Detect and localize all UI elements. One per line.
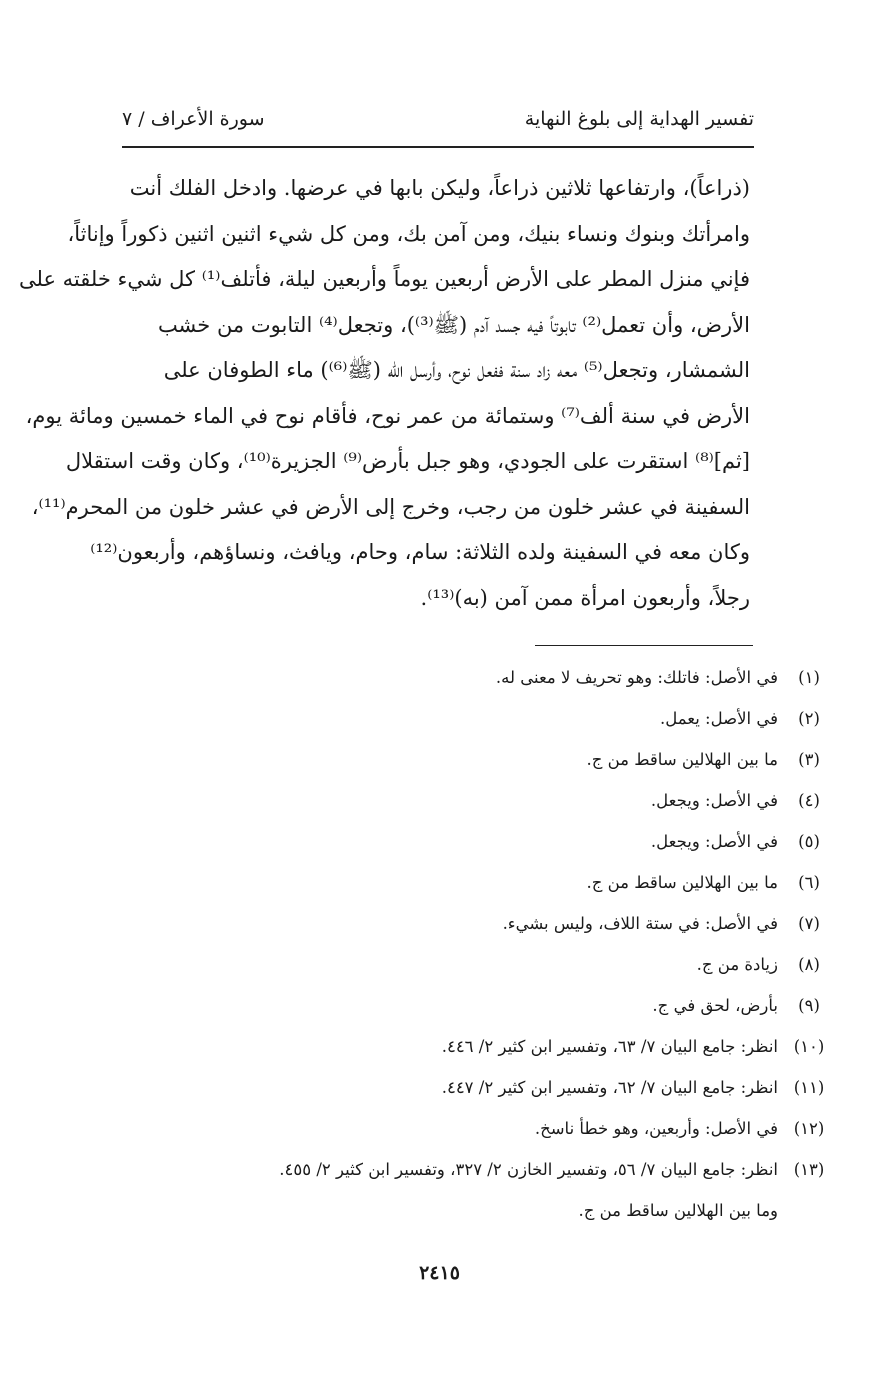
footnote-text: انظر: جامع البيان ٧/ ٦٣، وتفسير ابن كثير ٢/ ٤٤٦. bbox=[441, 1037, 778, 1056]
footnote bbox=[150, 1078, 840, 1119]
text-line: [ثم]⁽⁸⁾ استقرت على الجودي، وهو جبل بأرض⁽⁹⁾ الجزيرة⁽¹⁰⁾، وكان وقت استقلال bbox=[65, 449, 750, 473]
footnote-number: (١) bbox=[798, 668, 820, 687]
footnote-number: (١٣) bbox=[793, 1160, 825, 1179]
footnote-number: (٤) bbox=[798, 791, 820, 810]
footnote bbox=[150, 873, 840, 914]
footnote-text: في الأصل: ويجعل. bbox=[650, 791, 778, 810]
footnote bbox=[150, 1160, 840, 1201]
footnote-number: (٦) bbox=[798, 873, 820, 892]
footnote bbox=[150, 914, 840, 955]
footnote-text: في الأصل: في ستة اللاف، وليس بشيء. bbox=[502, 914, 778, 933]
text-line: فإني منزل المطر على الأرض أربعين يوماً وأربعين ليلة، فأتلف⁽¹⁾ كل شيء خلقته على bbox=[19, 267, 750, 291]
footnote-number: (٥) bbox=[798, 832, 820, 851]
footnote-number: (٩) bbox=[798, 996, 820, 1015]
footnote-divider bbox=[535, 645, 753, 646]
footnote-continuation bbox=[150, 1201, 840, 1242]
text-line: الأرض، وأن تعمل⁽²⁾ تابوتاً فيه جسد آدم (ﷺ⁽³⁾)، وتجعل⁽⁴⁾ التابوت من خشب bbox=[157, 312, 750, 337]
footnote-text: في الأصل: يعمل. bbox=[659, 709, 778, 728]
footnote bbox=[150, 955, 840, 996]
main-text bbox=[19, 166, 750, 621]
footnotes bbox=[150, 668, 840, 1242]
text-line: وامرأتك وبنوك ونساء بنيك، ومن آمن بك، ومن كل شيء اثنين اثنين ذكوراً وإناثاً، bbox=[67, 221, 750, 246]
text-line: السفينة في عشر خلون من رجب، وخرج إلى الأرض في عشر خلون من المحرم⁽¹¹⁾، bbox=[31, 494, 750, 519]
footnote-number: (٨) bbox=[798, 955, 820, 974]
surah-reference: سورة الأعراف / ٧ bbox=[122, 108, 265, 130]
footnote-number: (٢) bbox=[798, 709, 820, 728]
book-title: تفسير الهداية إلى بلوغ النهاية bbox=[524, 108, 754, 130]
text-line: (ذراعاً)، وارتفاعها ثلاثين ذراعاً، وليكن بابها في عرضها. وادخل الفلك أنت bbox=[129, 176, 750, 200]
footnote-text: ما بين الهلالين ساقط من ج. bbox=[586, 873, 778, 892]
footnote-text: ما بين الهلالين ساقط من ج. bbox=[586, 750, 778, 769]
footnote-text: في الأصل: وأربعين، وهو خطأ ناسخ. bbox=[534, 1119, 778, 1138]
text-line: الأرض في سنة ألف⁽⁷⁾ وستمائة من عمر نوح، فأقام نوح في الماء خمسين ومائة يوم، bbox=[25, 403, 750, 428]
footnote bbox=[150, 996, 840, 1037]
footnote-number: (١٠) bbox=[793, 1037, 825, 1056]
footnote bbox=[150, 791, 840, 832]
footnote-text: انظر: جامع البيان ٧/ ٥٦، وتفسير الخازن ٢/ ٣٢٧، وتفسير ابن كثير ٢/ ٤٥٥. bbox=[279, 1160, 778, 1179]
running-header bbox=[122, 108, 754, 142]
footnote-text: انظر: جامع البيان ٧/ ٦٢، وتفسير ابن كثير ٢/ ٤٤٧. bbox=[441, 1078, 778, 1097]
text-line: وكان معه في السفينة ولده الثلاثة: سام، وحام، ويافث، ونساؤهم، وأربعون⁽¹²⁾ bbox=[90, 540, 750, 564]
header-rule bbox=[122, 146, 754, 148]
footnote bbox=[150, 1037, 840, 1078]
footnote-text: وما بين الهلالين ساقط من ج. bbox=[578, 1201, 778, 1220]
footnote-number: (٣) bbox=[798, 750, 820, 769]
footnote bbox=[150, 832, 840, 873]
footnote-text: في الأصل: ويجعل. bbox=[650, 832, 778, 851]
footnote-number: (١٢) bbox=[793, 1119, 825, 1138]
page-number: ٢٤١٥ bbox=[419, 1262, 460, 1284]
footnote bbox=[150, 750, 840, 791]
footnote bbox=[150, 1119, 840, 1160]
footnote-text: بأرض، لحق في ج. bbox=[652, 996, 778, 1015]
footnote bbox=[150, 668, 840, 709]
footnote-text: في الأصل: فاتلك: وهو تحريف لا معنى له. bbox=[495, 668, 778, 687]
text-line: رجلاً، وأربعون امرأة ممن آمن (به)⁽¹³⁾. bbox=[420, 585, 750, 610]
footnote-text: زيادة من ج. bbox=[696, 955, 778, 974]
footnote-number: (٧) bbox=[798, 914, 820, 933]
footnote bbox=[150, 709, 840, 750]
text-line: الشمشار، وتجعل⁽⁵⁾ معه زاد سنة ففعل نوح، وأرسل الله (ﷺ⁽⁶⁾) ماء الطوفان على bbox=[163, 358, 750, 382]
footnote-number: (١١) bbox=[793, 1078, 825, 1097]
